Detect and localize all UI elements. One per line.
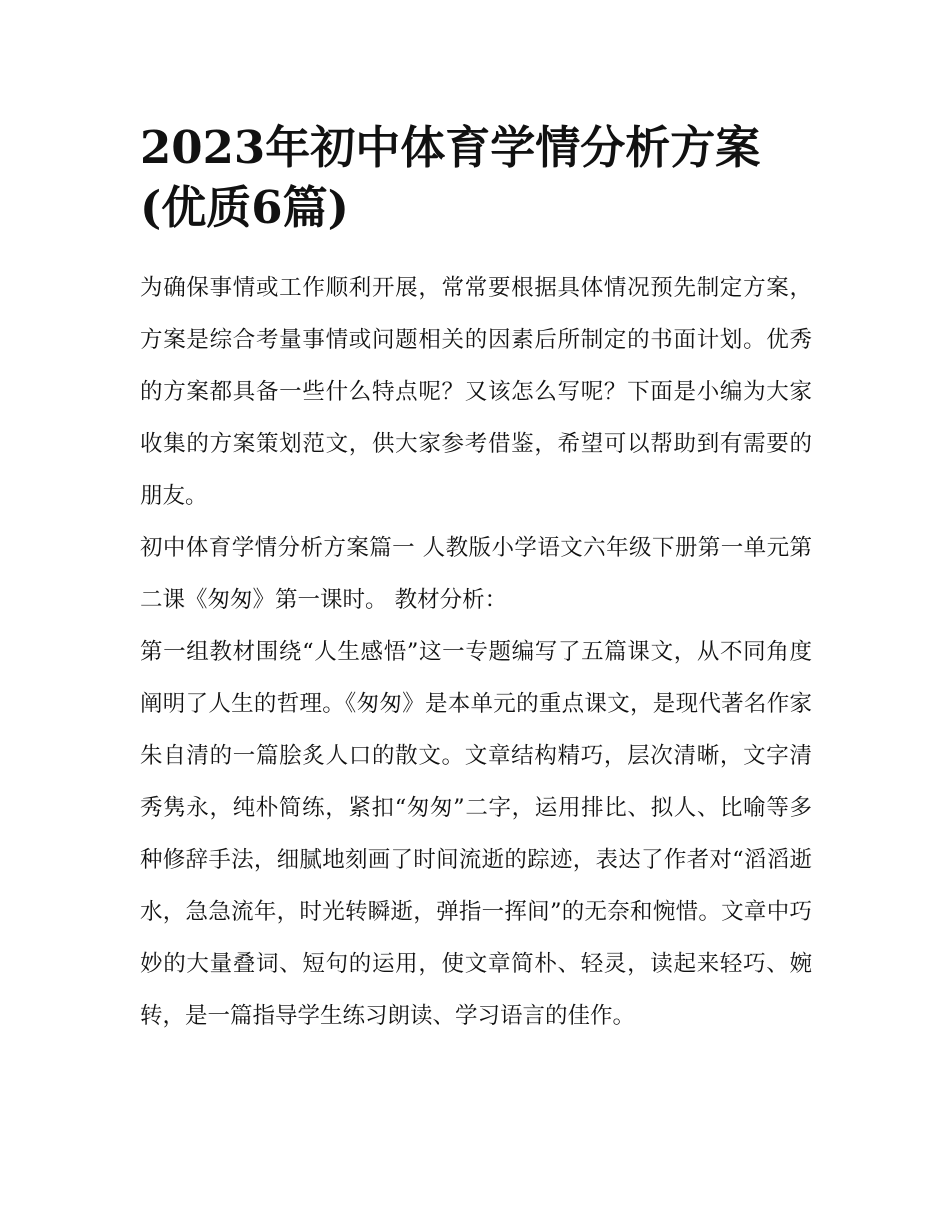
document-body: [140, 262, 812, 1042]
document-title: 2023年初中体育学情分析方案(优质6篇): [140, 121, 761, 234]
document-page: [140, 118, 812, 1042]
paragraph-textbook-analysis: 第一组教材围绕“人生感悟”这一专题编写了五篇课文，从不同角度阐明了人生的哲理。《匆匆》是本单元的重点课文，是现代著名作家朱自清的一篇脍炙人口的散文。文章结构精巧，层次清晰，文字清秀隽永，纯朴简练，紧扣“匆匆”二字，运用排比、拟人、比喻等多种修辞手法，细腻地刻画了时间流逝的踪迹，表达了作者对“滔滔逝水，急急流年，时光转瞬逝，弹指一挥间”的无奈和惋惜。文章中巧妙的大量叠词、短句的运用，使文章简朴、轻灵，读起来轻巧、婉转，是一篇指导学生练习朗读、学习语言的佳作。: [140, 639, 812, 1029]
paragraph-lesson-info: 初中体育学情分析方案篇一 人教版小学语文六年级下册第一单元第二课《匆匆》第一课时。 教材分析：: [140, 535, 812, 613]
paragraph-intro: 为确保事情或工作顺利开展，常常要根据具体情况预先制定方案，方案是综合考量事情或问题相关的因素后所制定的书面计划。优秀的方案都具备一些什么特点呢？又该怎么写呢？下面是小编为大家收集的方案策划范文，供大家参考借鉴，希望可以帮助到有需要的朋友。: [140, 275, 812, 509]
